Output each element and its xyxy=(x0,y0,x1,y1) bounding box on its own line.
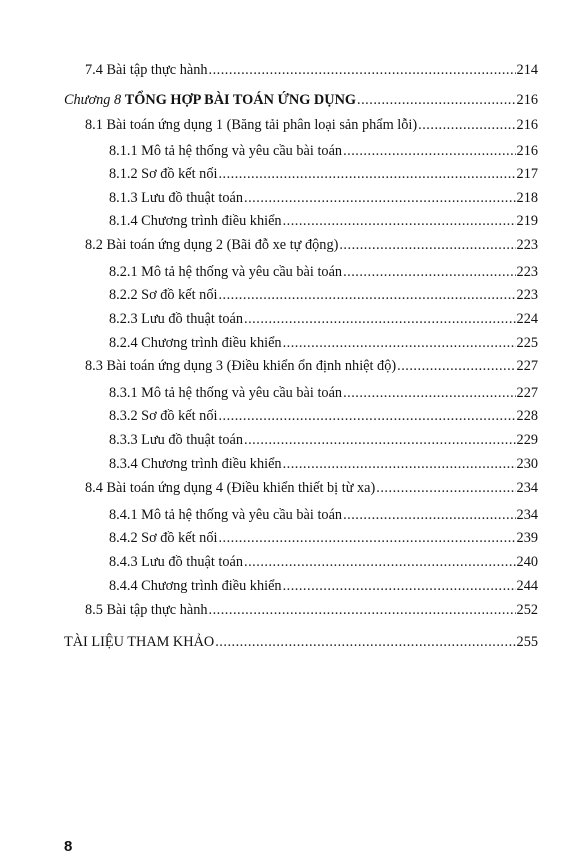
dot-leader xyxy=(215,634,515,651)
toc-entry-chapter-8[interactable] xyxy=(64,92,538,112)
toc-page-number: 214 xyxy=(516,62,538,78)
toc-page-number: 255 xyxy=(516,634,538,650)
toc-label: 8.4.3 Lưu đồ thuật toán xyxy=(109,554,244,570)
toc-entry-8-2-3[interactable] xyxy=(109,311,538,331)
toc-entry-8-4-1[interactable] xyxy=(109,507,538,527)
toc-entry-8-1-3[interactable] xyxy=(109,190,538,210)
toc-entry-8-2[interactable] xyxy=(85,237,538,257)
page-number: 8 xyxy=(64,838,73,855)
dot-leader xyxy=(209,602,516,619)
toc-entry-8-1-1[interactable] xyxy=(109,143,538,163)
toc-label: TÀI LIỆU THAM KHẢO xyxy=(64,634,215,650)
toc-entry-8-1-4[interactable] xyxy=(109,213,538,233)
dot-leader xyxy=(343,385,515,402)
toc-label: 8.3.1 Mô tả hệ thống và yêu cầu bài toán xyxy=(109,385,343,401)
toc-page-number: 239 xyxy=(516,530,538,546)
toc-page-number: 244 xyxy=(516,578,538,594)
toc-entry-8-4-3[interactable] xyxy=(109,554,538,574)
dot-leader xyxy=(244,190,516,207)
dot-leader xyxy=(244,311,516,328)
dot-leader xyxy=(218,287,515,304)
dot-leader xyxy=(343,264,515,281)
dot-leader xyxy=(283,213,516,230)
toc-page-number: 240 xyxy=(516,554,538,570)
toc-page-number: 225 xyxy=(516,335,538,351)
dot-leader xyxy=(339,237,515,254)
toc-label: 8.1.3 Lưu đồ thuật toán xyxy=(109,190,244,206)
toc-page-number: 219 xyxy=(516,213,538,229)
toc-page-number: 230 xyxy=(516,456,538,472)
toc-entry-8-4[interactable] xyxy=(85,480,538,500)
toc-page-number: 217 xyxy=(516,166,538,182)
toc-label: 7.4 Bài tập thực hành xyxy=(85,62,208,78)
toc-label: 8.4.1 Mô tả hệ thống và yêu cầu bài toán xyxy=(109,507,343,523)
chapter-prefix: Chương 8 xyxy=(64,92,125,108)
toc-entry-8-2-2[interactable] xyxy=(109,287,538,307)
toc-entry-7-4[interactable] xyxy=(85,62,538,82)
toc-entry-8-3[interactable] xyxy=(85,358,538,378)
toc-entry-8-3-1[interactable] xyxy=(109,385,538,405)
toc-entry-8-2-4[interactable] xyxy=(109,335,538,355)
toc-label: 8.3.3 Lưu đồ thuật toán xyxy=(109,432,244,448)
toc-entry-references[interactable] xyxy=(64,634,538,654)
toc-page-number: 216 xyxy=(516,143,538,159)
toc-page-number: 216 xyxy=(516,92,538,108)
toc-label: 8.3.2 Sơ đồ kết nối xyxy=(109,408,218,424)
toc-page-number: 234 xyxy=(516,480,538,496)
toc-page-number: 252 xyxy=(516,602,538,618)
dot-leader xyxy=(283,456,516,473)
dot-leader xyxy=(209,62,516,79)
chapter-title: TỔNG HỢP BÀI TOÁN ỨNG DỤNG xyxy=(124,92,357,108)
dot-leader xyxy=(218,166,515,183)
toc-entry-8-1-2[interactable] xyxy=(109,166,538,186)
dot-leader xyxy=(418,117,515,134)
dot-leader xyxy=(343,507,515,524)
toc-label: 8.2.4 Chương trình điều khiển xyxy=(109,335,282,351)
toc-page-number: 229 xyxy=(516,432,538,448)
toc-page-number: 227 xyxy=(516,385,538,401)
toc-entry-8-4-2[interactable] xyxy=(109,530,538,550)
toc-entry-8-5[interactable] xyxy=(85,602,538,622)
toc-label: 8.3 Bài toán ứng dụng 3 (Điều khiển ổn định nhiệt độ) xyxy=(85,358,397,374)
dot-leader xyxy=(343,143,515,160)
dot-leader xyxy=(283,335,516,352)
toc-page-number: 223 xyxy=(516,287,538,303)
dot-leader xyxy=(397,358,515,375)
toc-page-number: 216 xyxy=(516,117,538,133)
toc-entry-8-3-4[interactable] xyxy=(109,456,538,476)
dot-leader xyxy=(244,554,516,571)
toc-page-number: 228 xyxy=(516,408,538,424)
toc-label: 8.3.4 Chương trình điều khiển xyxy=(109,456,282,472)
toc-label: 8.5 Bài tập thực hành xyxy=(85,602,208,618)
dot-leader xyxy=(283,578,516,595)
toc-page-number: 223 xyxy=(516,264,538,280)
toc-label: 8.2.2 Sơ đồ kết nối xyxy=(109,287,218,303)
toc-page-number: 223 xyxy=(516,237,538,253)
toc-label: 8.2 Bài toán ứng dụng 2 (Bãi đỗ xe tự động) xyxy=(85,237,339,253)
dot-leader xyxy=(218,408,515,425)
dot-leader xyxy=(244,432,516,449)
toc-label: 8.4.4 Chương trình điều khiển xyxy=(109,578,282,594)
toc-page-number: 218 xyxy=(516,190,538,206)
toc-page-number: 227 xyxy=(516,358,538,374)
toc-label: 8.2.1 Mô tả hệ thống và yêu cầu bài toán xyxy=(109,264,343,280)
toc-label: 8.1.2 Sơ đồ kết nối xyxy=(109,166,218,182)
toc-label: 8.4.2 Sơ đồ kết nối xyxy=(109,530,218,546)
toc-entry-8-3-2[interactable] xyxy=(109,408,538,428)
dot-leader xyxy=(218,530,515,547)
toc-label: 8.1.1 Mô tả hệ thống và yêu cầu bài toán xyxy=(109,143,343,159)
toc-label: 8.2.3 Lưu đồ thuật toán xyxy=(109,311,244,327)
dot-leader xyxy=(376,480,515,497)
toc-label: 8.1 Bài toán ứng dụng 1 (Băng tải phân loại sản phẩm lỗi) xyxy=(85,117,418,133)
toc-label: 8.1.4 Chương trình điều khiển xyxy=(109,213,282,229)
toc-page-number: 224 xyxy=(516,311,538,327)
toc-entry-8-3-3[interactable] xyxy=(109,432,538,452)
toc-entry-8-2-1[interactable] xyxy=(109,264,538,284)
toc-entry-8-1[interactable] xyxy=(85,117,538,137)
toc-entry-8-4-4[interactable] xyxy=(109,578,538,598)
toc-page-number: 234 xyxy=(516,507,538,523)
toc-label: 8.4 Bài toán ứng dụng 4 (Điều khiển thiết bị từ xa) xyxy=(85,480,376,496)
dot-leader xyxy=(357,92,516,109)
